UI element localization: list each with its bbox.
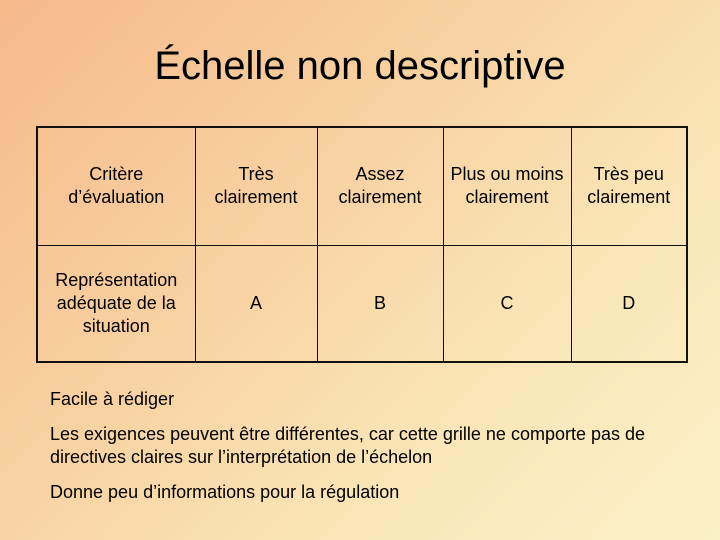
table-row (37, 245, 687, 362)
grade-cell-a: A (195, 245, 317, 362)
grade-cell-b: B (317, 245, 443, 362)
header-level-not-very-clearly: Très peu clairement (571, 127, 687, 245)
note-item: Facile à rédiger (50, 389, 175, 409)
criterion-cell: Représentation adéquate de la situation (37, 245, 195, 362)
slide-title: Échelle non descriptive (154, 44, 566, 88)
header-level-fairly-clearly: Assez clairement (317, 127, 443, 245)
note-item: Donne peu d’informations pour la régulation (50, 482, 400, 502)
header-level-more-or-less-clearly: Plus ou moins clairement (443, 127, 571, 245)
grade-cell-d: D (571, 245, 687, 362)
rating-scale-table (36, 126, 688, 363)
note-item: Les exigences peuvent être différentes, car cette grille ne comporte pas de directives claires sur l’interprétation de l’échelon (50, 424, 646, 467)
table-header-row (37, 127, 687, 245)
notes-list (50, 388, 680, 504)
header-level-very-clearly: Très clairement (195, 127, 317, 245)
grade-cell-c: C (443, 245, 571, 362)
header-criterion: Critère d’évaluation (37, 127, 195, 245)
